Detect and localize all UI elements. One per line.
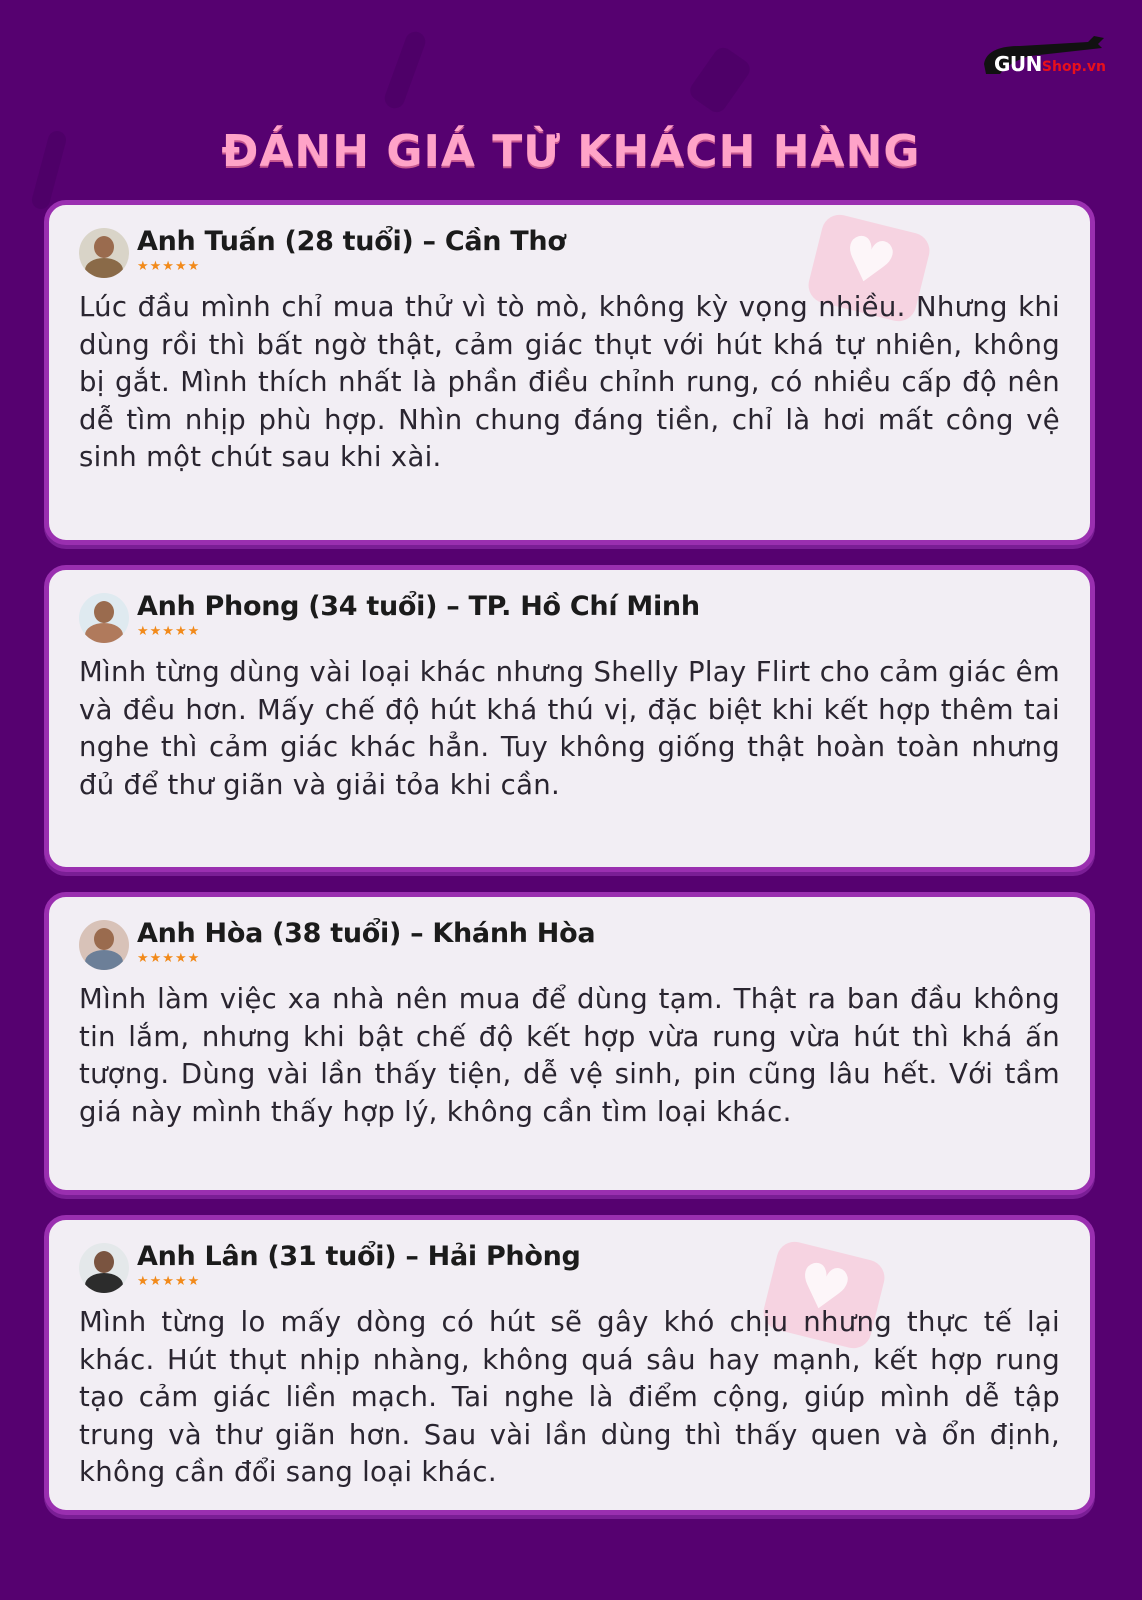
avatar [79, 228, 129, 278]
review-text: Mình từng dùng vài loại khác nhưng Shelly Play Flirt cho cảm giác êm và đều hơn. Mấy chế độ hút khá thú vị, đặc biệt khi kết hợp thêm tai nghe thì cảm giác khác hẳn. Tuy không giống thật hoàn toàn nhưng đủ để thư giãn và giải tỏa khi cần. [79, 656, 1060, 801]
star-rating-icon: ★★★★★ [137, 951, 201, 966]
review-card [44, 200, 1095, 545]
reviewer-name: Anh Lân (31 tuổi) – Hải Phòng [137, 1241, 581, 1272]
gunshop-logo [978, 26, 1118, 86]
logo-gun-text: GUN [994, 52, 1042, 76]
background-decoration [686, 44, 753, 116]
review-text: Mình từng lo mấy dòng có hút sẽ gây khó chịu nhưng thực tế lại khác. Hút thụt nhịp nhàng, không quá sâu hay mạnh, kết hợp rung tạo cảm giác liền mạch. Tai nghe là điểm cộng, giúp mình dễ tập trung và thư giãn hơn. Sau vài lần dùng thì thấy quen và ổn định, không cần đổi sang loại khác. [79, 1306, 1060, 1488]
star-rating-icon: ★★★★★ [137, 624, 201, 639]
reviewer-name: Anh Hòa (38 tuổi) – Khánh Hòa [137, 918, 596, 949]
review-text: Lúc đầu mình chỉ mua thử vì tò mò, không kỳ vọng nhiều. Nhưng khi dùng rồi thì bất ngờ thật, cảm giác thụt với hút khá tự nhiên, không bị gắt. Mình thích nhất là phần điều chỉnh rung, có nhiều cấp độ nên dễ tìm nhịp phù hợp. Nhìn chung đáng tiền, chỉ là hơi mất công vệ sinh một chút sau khi xài. [79, 291, 1060, 473]
logo-shop-text: Shop.vn [1041, 59, 1107, 75]
avatar [79, 920, 129, 970]
star-rating-icon: ★★★★★ [137, 1274, 201, 1289]
reviewer-name: Anh Phong (34 tuổi) – TP. Hồ Chí Minh [137, 591, 700, 622]
star-rating-icon: ★★★★★ [137, 259, 201, 274]
review-card [44, 565, 1095, 872]
review-text: Mình làm việc xa nhà nên mua để dùng tạm. Thật ra ban đầu không tin lắm, nhưng khi bật chế độ kết hợp vừa rung vừa hút thì khá ấn tượng. Dùng vài lần thấy tiện, dễ vệ sinh, pin cũng lâu hết. Với tầm giá này mình thấy hợp lý, không cần tìm loại khác. [79, 983, 1060, 1128]
page-title: ĐÁNH GIÁ TỪ KHÁCH HÀNG [221, 126, 921, 177]
review-card [44, 892, 1095, 1195]
reviewer-name: Anh Tuấn (28 tuổi) – Cần Thơ [137, 226, 566, 257]
background-decoration [382, 29, 428, 111]
avatar [79, 1243, 129, 1293]
review-card [44, 1215, 1095, 1515]
avatar [79, 593, 129, 643]
